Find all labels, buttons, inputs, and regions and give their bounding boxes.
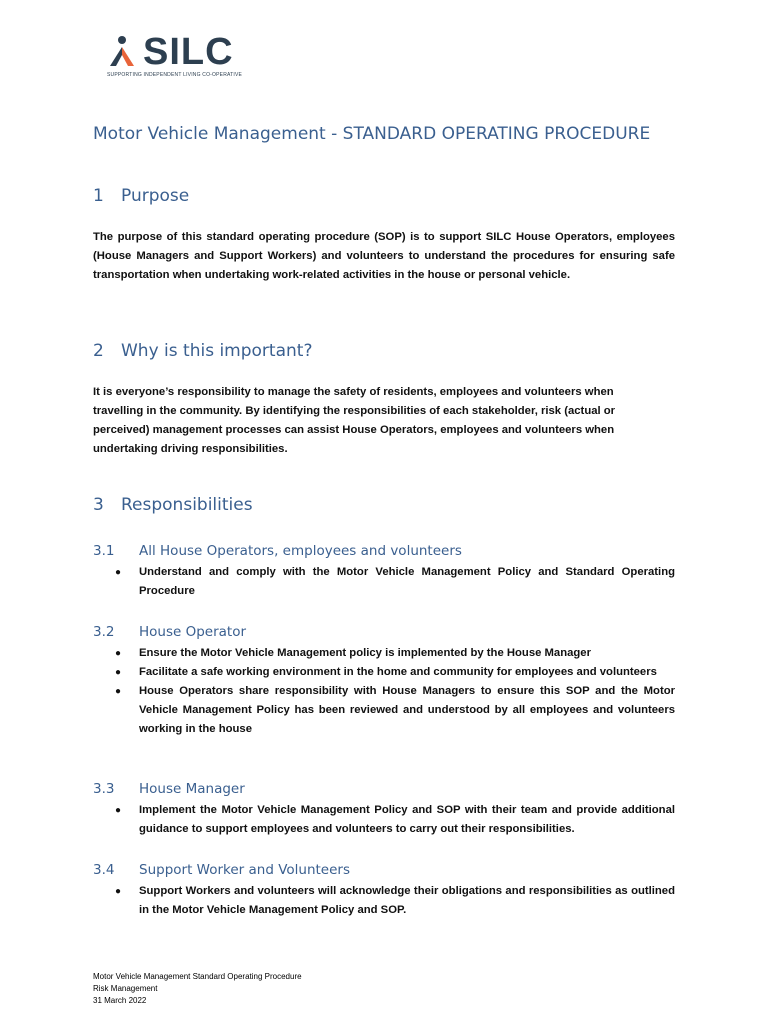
section-2-heading	[93, 341, 312, 361]
bullet-icon: ●	[115, 805, 122, 816]
subsection-3-4-heading	[93, 862, 350, 878]
logo-tagline: SUPPORTING INDEPENDENT LIVING CO-OPERATIVE	[107, 72, 243, 78]
subsection-number: 3.1	[93, 543, 115, 559]
bullet-list-3-4	[93, 882, 675, 920]
section-title: Purpose	[121, 186, 190, 206]
footer-date: 31 March 2022	[93, 996, 147, 1005]
silc-logo	[107, 31, 257, 80]
page-footer	[93, 971, 302, 1007]
subsection-title: House Manager	[139, 781, 245, 797]
list-item-text: Support Workers and volunteers will acknowledge their obligations and responsibilities as outlined in the Motor Vehicle Management Policy and SOP.	[139, 885, 675, 916]
subsection-number: 3.2	[93, 624, 115, 640]
bullet-icon: ●	[115, 686, 122, 697]
list-item-text: Facilitate a safe working environment in the home and community for employees and volunteers	[139, 666, 657, 678]
list-item	[93, 882, 675, 920]
footer-category: Risk Management	[93, 984, 158, 993]
person-logo-icon	[107, 34, 143, 72]
subsection-3-3-heading	[93, 781, 245, 797]
footer-document-name: Motor Vehicle Management Standard Operating Procedure	[93, 972, 302, 981]
section-number: 3	[93, 495, 104, 515]
document-title: Motor Vehicle Management - STANDARD OPERATING PROCEDURE	[93, 124, 651, 144]
section-number: 1	[93, 186, 104, 206]
list-item-text: House Operators share responsibility with House Managers to ensure this SOP and the Motor Vehicle Management Policy has been reviewed and understood by all employees and volunteers working in the house	[139, 685, 675, 735]
section-3-heading	[93, 495, 253, 515]
section-number: 2	[93, 341, 104, 361]
logo-wordmark: SILC	[143, 31, 234, 73]
list-item	[93, 644, 675, 663]
list-item-text: Understand and comply with the Motor Vehicle Management Policy and Standard Operating Procedure	[139, 566, 675, 597]
purpose-paragraph: The purpose of this standard operating procedure (SOP) is to support SILC House Operators, employees (House Managers and Support Workers) and volunteers to understand the procedures for ensuring safe transportation when undertaking work-related activities in the house or personal vehicle.	[93, 231, 675, 281]
section-title: Why is this important?	[121, 341, 313, 361]
list-item	[93, 563, 675, 601]
section-title: Responsibilities	[121, 495, 253, 515]
subsection-title: House Operator	[139, 624, 247, 640]
list-item-text: Ensure the Motor Vehicle Management policy is implemented by the House Manager	[139, 647, 591, 659]
subsection-title: Support Worker and Volunteers	[139, 862, 350, 878]
bullet-list-3-1	[93, 563, 675, 601]
subsection-3-1-heading	[93, 543, 462, 559]
bullet-list-3-3	[93, 801, 675, 839]
bullet-icon: ●	[115, 567, 122, 578]
subsection-number: 3.3	[93, 781, 115, 797]
list-item	[93, 663, 675, 682]
bullet-icon: ●	[115, 648, 122, 659]
list-item	[93, 801, 675, 839]
importance-paragraph: It is everyone’s responsibility to manage the safety of residents, employees and volunteers when travelling in the community. By identifying the responsibilities of each stakeholder, risk (actual or perceived) management processes can assist House Operators, employees and volunteers when undertaking driving responsibilities.	[93, 386, 616, 455]
subsection-title: All House Operators, employees and volunteers	[139, 543, 462, 559]
list-item-text: Implement the Motor Vehicle Management Policy and SOP with their team and provide additional guidance to support employees and volunteers to carry out their responsibilities.	[139, 804, 675, 835]
list-item	[93, 682, 675, 739]
bullet-icon: ●	[115, 667, 122, 678]
bullet-icon: ●	[115, 886, 122, 897]
subsection-3-2-heading	[93, 624, 246, 640]
section-1-heading	[93, 186, 189, 206]
bullet-list-3-2	[93, 644, 675, 739]
subsection-number: 3.4	[93, 862, 115, 878]
